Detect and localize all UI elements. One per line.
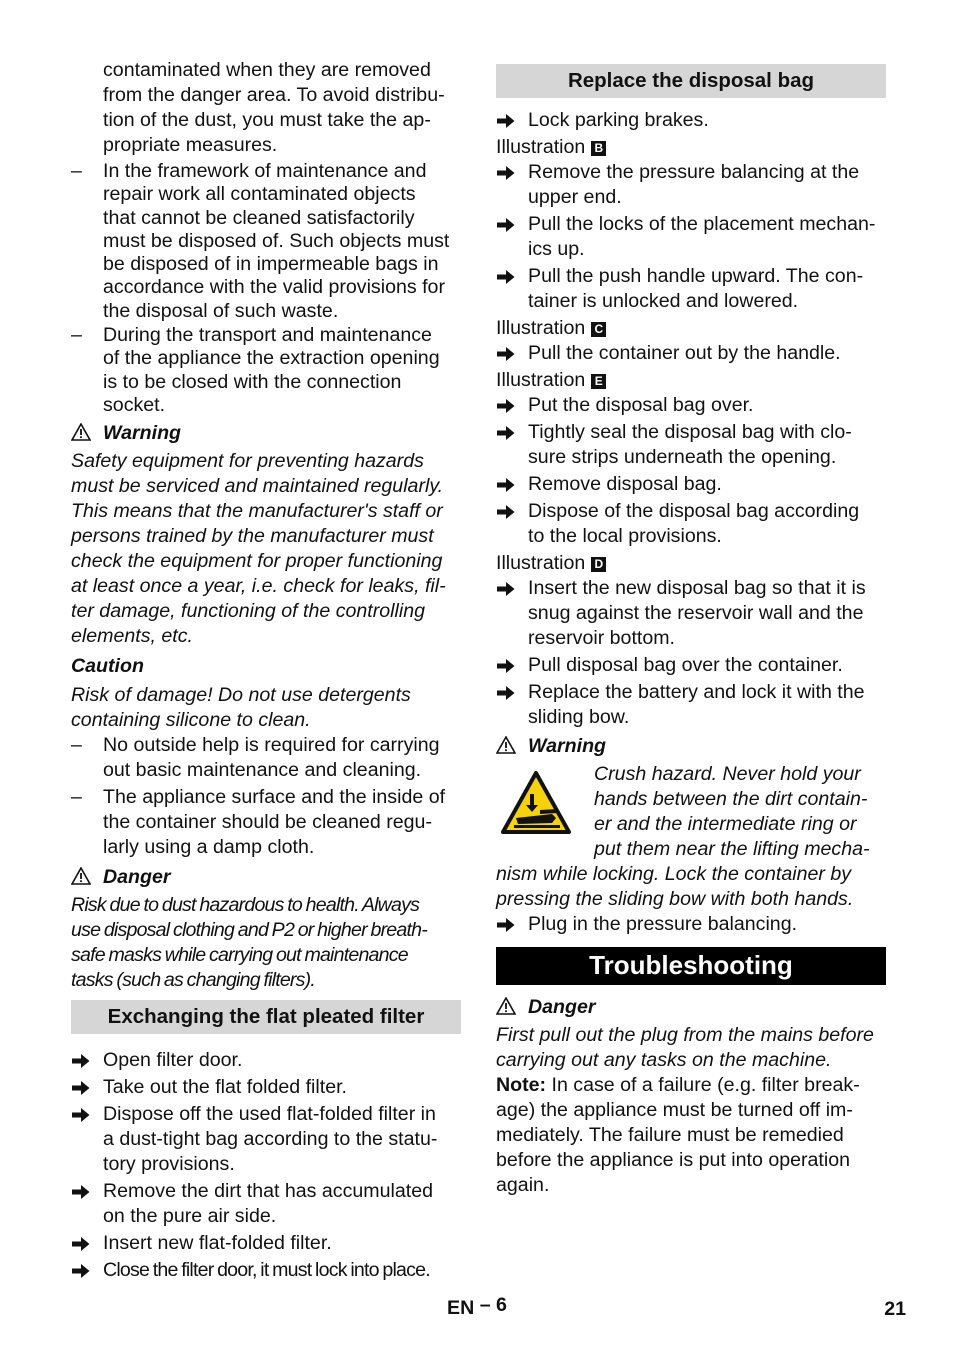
arrow-right-icon <box>72 1184 90 1200</box>
list-item: Remove disposal bag. <box>496 472 886 497</box>
danger-heading: Danger <box>496 995 886 1020</box>
dash-list-item: – In the framework of maintenance and repair work all contaminated objects that cannot be cleaned satisfactorily must be disposed of. Such objects must be disposed of in impermeable bags in accordance with the valid provisions for the disposal of such waste. <box>71 160 450 322</box>
list-item: Dispose off the used flat-folded filter in a dust-tight bag according to the statu- tory provisions. <box>71 1102 461 1177</box>
list-item: Insert the new disposal bag so that it is snug against the reservoir wall and the reservoir bottom. <box>496 576 886 651</box>
contamination-paragraph: contaminated when they are removed from the danger area. To avoid distribu- tion of the dust, you must take the ap- propriate measures. <box>103 59 445 156</box>
arrow-right-icon <box>497 398 515 414</box>
arrow-right-icon <box>497 165 515 181</box>
illustration-label-c: Illustration C <box>496 316 886 341</box>
arrow-right-icon <box>497 269 515 285</box>
arrow-right-icon <box>72 1236 90 1252</box>
arrow-right-icon <box>72 1080 90 1096</box>
list-item: Replace the battery and lock it with the sliding bow. <box>496 680 886 730</box>
dash-bullet: – <box>71 734 82 757</box>
list-item: Remove the pressure balancing at the upper end. <box>496 160 886 210</box>
list-item: Pull disposal bag over the container. <box>496 653 886 678</box>
section-heading-filter: Exchanging the flat pleated filter <box>71 1000 461 1034</box>
note-paragraph: Note: In case of a failure (e.g. filter break- age) the appliance must be turned off im- mediately. The failure must be remedied before the appliance is put into operation again. <box>496 1074 860 1196</box>
arrow-right-icon <box>497 425 515 441</box>
dash-bullet: – <box>71 324 82 347</box>
dash-bullet: – <box>71 786 82 809</box>
list-item: Take out the flat folded filter. <box>71 1075 461 1100</box>
illustration-label-b: Illustration B <box>496 135 886 160</box>
warning-triangle-icon <box>71 423 91 441</box>
arrow-right-icon <box>72 1107 90 1123</box>
arrow-right-icon <box>497 581 515 597</box>
arrow-right-icon <box>497 113 515 129</box>
illustration-letter-e: E <box>591 374 606 389</box>
illustration-label-d: Illustration D <box>496 551 886 576</box>
list-item: Tightly seal the disposal bag with clo- sure strips underneath the opening. <box>496 420 886 470</box>
list-item: Lock parking brakes. <box>496 108 886 133</box>
right-column <box>496 58 886 1198</box>
arrow-right-icon <box>497 658 515 674</box>
arrow-right-icon <box>497 346 515 362</box>
dash-bullet: – <box>71 160 82 182</box>
arrow-right-icon <box>72 1263 90 1279</box>
warning-text: Safety equipment for preventing hazards must be serviced and maintained regularly. This means that the manufacturer's staff or persons trained by the manufacturer must check the equipment for proper functioning at least once a year, i.e. check for leaks, fil- ter damage, functioning of the controlling elements, etc. <box>71 450 446 648</box>
filter-steps-list <box>71 1048 461 1283</box>
list-item: Put the disposal bag over. <box>496 393 886 418</box>
list-item: Plug in the pressure balancing. <box>496 912 886 937</box>
section-heading-troubleshooting: Troubleshooting <box>496 947 886 985</box>
illustration-label-e: Illustration E <box>496 368 886 393</box>
arrow-right-icon <box>497 504 515 520</box>
danger-heading: Danger <box>71 865 461 890</box>
list-item: Pull the locks of the placement mechan- ics up. <box>496 212 886 262</box>
list-item: Pull the container out by the handle. <box>496 341 886 366</box>
footer-section-page: – 6 <box>479 1294 507 1316</box>
list-item: Insert new flat-folded filter. <box>71 1231 461 1256</box>
dash-list-item: – The appliance surface and the inside of the container should be cleaned regu- larly using a damp cloth. <box>71 786 446 859</box>
page-number: 21 <box>884 1298 906 1320</box>
arrow-right-icon <box>497 477 515 493</box>
crush-hazard-icon <box>500 770 572 836</box>
arrow-right-icon <box>72 1053 90 1069</box>
warning-heading: Warning <box>496 734 886 759</box>
illustration-letter-d: D <box>591 557 606 572</box>
arrow-right-icon <box>497 217 515 233</box>
caution-heading: Caution <box>71 655 144 678</box>
warning-triangle-icon <box>496 736 516 754</box>
list-item: Dispose of the disposal bag according to the local provisions. <box>496 499 886 549</box>
note-label: Note: <box>496 1074 547 1096</box>
arrow-right-icon <box>497 917 515 933</box>
dash-list-item: – No outside help is required for carrying out basic maintenance and cleaning. <box>71 734 440 782</box>
warning-triangle-icon <box>71 867 91 885</box>
illustration-letter-c: C <box>591 322 606 337</box>
list-item: Pull the push handle upward. The con- tainer is unlocked and lowered. <box>496 264 886 314</box>
dash-list-item: – During the transport and maintenance of the appliance the extraction opening is to be closed with the connection socket. <box>71 324 440 416</box>
danger-text: First pull out the plug from the mains before carrying out any tasks on the machine. <box>496 1024 874 1071</box>
list-item: Close the filter door, it must lock into place. <box>71 1258 461 1283</box>
arrow-right-icon <box>497 685 515 701</box>
danger-text: Risk due to dust hazardous to health. Always use disposal clothing and P2 or higher breath- safe masks while carrying out maintenance tasks (such as changing filters). <box>71 894 427 992</box>
crush-warning-text: Crush hazard. Never hold your hands between the dirt contain- er and the intermediate ring or put them near the lifting mecha- nism while locking. Lock the container by pressing the sliding bow with both hands. <box>496 763 870 910</box>
list-item: Remove the dirt that has accumulated on the pure air side. <box>71 1179 461 1229</box>
caution-text: Risk of damage! Do not use detergents containing silicone to clean. <box>71 684 411 732</box>
list-item: Open filter door. <box>71 1048 461 1073</box>
section-heading-disposal-bag: Replace the disposal bag <box>496 64 886 98</box>
warning-triangle-icon <box>496 997 516 1015</box>
footer-language: EN – 6 <box>447 1294 507 1319</box>
illustration-letter-b: B <box>591 141 606 156</box>
warning-heading: Warning <box>71 421 461 446</box>
left-column <box>71 58 461 1285</box>
